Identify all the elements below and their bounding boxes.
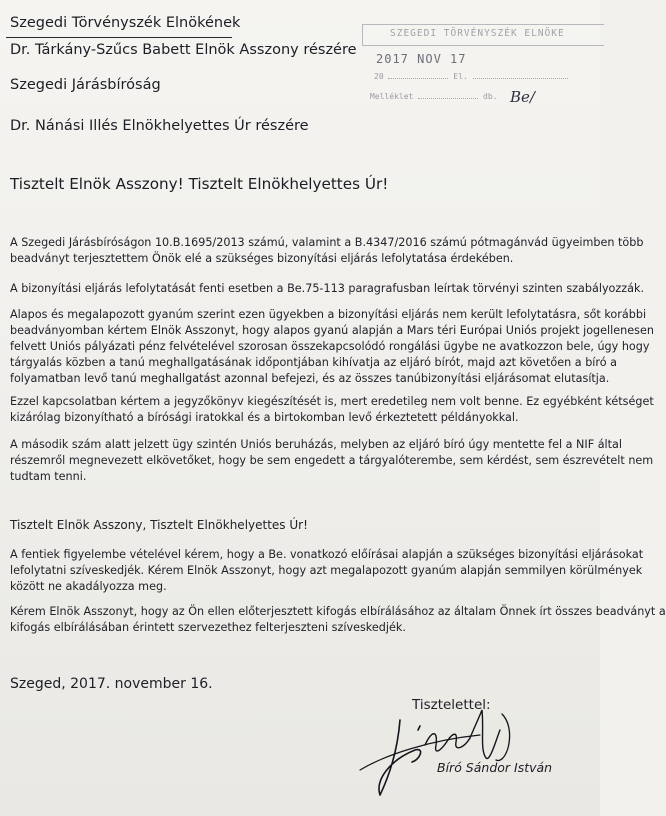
stamp-db: db. xyxy=(483,92,498,101)
paragraph-3 xyxy=(10,307,654,387)
handwritten-signature xyxy=(340,700,540,810)
recipient-underline xyxy=(6,37,232,38)
paragraph-7 xyxy=(10,604,666,636)
paragraph-line: beadványomban kértem Elnök Asszonyt, hogy alapos gyanú alapján a Mars téri Európai Uniós projekt jogellenesen xyxy=(10,324,654,337)
paragraph-2 xyxy=(10,281,645,297)
salutation: Tisztelt Elnök Asszony! Tisztelt Elnökhelyettes Úr! xyxy=(10,175,389,193)
paragraph-line: A második szám alatt jelzett ügy szintén Uniós beruházás, melyben az eljáró bíró úgy mentette fel a NIF által xyxy=(10,438,623,451)
stamp-date: 2017 NOV 17 xyxy=(376,52,467,66)
stamp-handwritten-note: Be/ xyxy=(510,88,535,106)
signer-name: Bíró Sándor István xyxy=(437,760,553,775)
recipient-court: Szegedi Törvényszék Elnökének xyxy=(10,15,241,31)
paragraph-line: részemről megnevezett elkövetőket, hogy be sem engedett a tárgyalóterembe, sem kérdést, sem észrevételt nem xyxy=(10,454,654,467)
paragraph-line: lefolytatni szíveskedjék. Kérem Elnök Asszonyt, hogy azt megalapozott gyanúm alapján semmilyen körülmények xyxy=(10,564,643,577)
stamp-row-number xyxy=(374,72,568,81)
paragraph-line: tárgyalás közben a tanú meghallgatásának időpontjában kihívatja az eljáró bírót, majd azt követően a bíró a xyxy=(10,356,618,369)
paragraph-6 xyxy=(10,547,644,595)
paragraph-line: kifogás elbírálásában érintett szervezethez felterjeszteni szíveskedjék. xyxy=(10,621,406,634)
paragraph-line: kizárólag bizonyítható a bírósági iratokkal és a birtokomban levő érkeztetett példányokkal. xyxy=(10,411,519,424)
place-date: Szeged, 2017. november 16. xyxy=(10,676,213,692)
paragraph-line: beadványt terjesztettem Önök elé a szükséges bizonyítási eljárás lefolytatása érdekében. xyxy=(10,252,514,265)
stamp-header: SZEGEDI TÖRVÉNYSZÉK ELNÖKE xyxy=(390,28,565,39)
paragraph-5 xyxy=(10,437,654,485)
paragraph-line: Kérem Elnök Asszonyt, hogy az Ön ellen előterjesztett kifogás elbírálásához az általam Önnek írt összes beadványt a xyxy=(10,605,666,618)
stamp-row-attachment xyxy=(370,92,497,101)
paragraph-4 xyxy=(10,394,654,426)
recipient-vice-president: Dr. Nánási Illés Elnökhelyettes Úr részére xyxy=(10,118,309,134)
salutation-2: Tisztelt Elnök Asszony, Tisztelt Elnökhelyettes Úr! xyxy=(10,518,308,532)
received-stamp xyxy=(362,24,602,108)
paragraph-line: Ezzel kapcsolatban kértem a jegyzőkönyv kiegészítését is, mert eredetileg nem volt benne. Ez egyébként kétséget xyxy=(10,395,654,408)
closing: Tisztelettel: xyxy=(412,697,491,713)
recipient-district-court: Szegedi Járásbíróság xyxy=(10,77,161,93)
paragraph-line: A bizonyítási eljárás lefolytatását fenti esetben a Be.75-113 paragrafusban leírtak törvényi szinten szabályozzák. xyxy=(10,282,645,295)
recipient-president: Dr. Tárkány-Szűcs Babett Elnök Asszony részére xyxy=(10,42,357,58)
stamp-attachment-label: Melléklet xyxy=(370,92,414,101)
stamp-year: 20 xyxy=(374,72,384,81)
paragraph-line: A fentiek figyelembe vételével kérem, hogy a Be. vonatkozó előírásai alapján a szükséges bizonyítási eljárásokat xyxy=(10,548,644,561)
stamp-el: El. xyxy=(453,72,468,81)
paragraph-line: tudtam tenni. xyxy=(10,470,87,483)
paragraph-line: A Szegedi Járásbíróságon 10.B.1695/2013 számú, valamint a B.4347/2016 számú pótmagánvád ügyeimben több xyxy=(10,236,644,249)
paragraph-line: között ne akadályozza meg. xyxy=(10,580,167,593)
paragraph-line: folyamatban levő tanú meghallgatást azonnal befejezi, és az összes tanúbizonyítási eljárásomat elutasítja. xyxy=(10,372,610,385)
paragraph-line: felvett Uniós pályázati pénz felvételével szorosan összekapcsolódó rongálási ügybe ne avatkozzon bele, úgy hogy xyxy=(10,340,650,353)
paragraph-line: Alapos és megalapozott gyanúm szerint ezen ügyekben a bizonyítási eljárás nem került lefolytatásra, sőt korábbi xyxy=(10,308,647,321)
paragraph-1 xyxy=(10,235,644,267)
